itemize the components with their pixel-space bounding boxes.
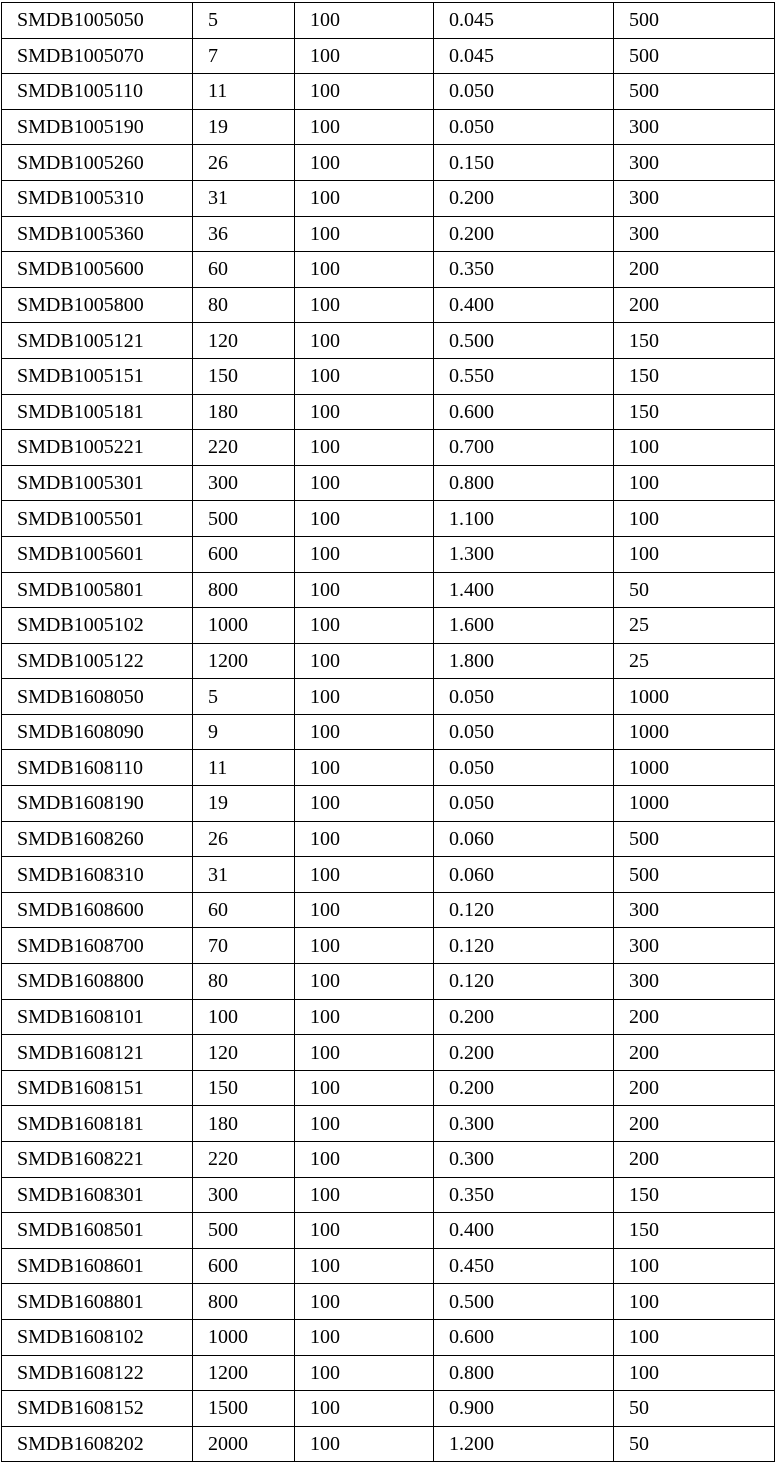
part-number-cell: SMDB1005310	[2, 180, 193, 216]
pack-cell: 100	[614, 1248, 775, 1284]
pack-cell: 150	[614, 1213, 775, 1249]
table-row	[2, 964, 775, 1000]
pack-cell: 200	[614, 999, 775, 1035]
pack-cell: 100	[614, 1319, 775, 1355]
value-cell: 11	[193, 74, 295, 110]
value-cell: 500	[193, 1213, 295, 1249]
part-number-cell: SMDB1005151	[2, 358, 193, 394]
quantity-cell: 100	[295, 1355, 434, 1391]
rating-cell: 1.200	[434, 1426, 614, 1462]
value-cell: 7	[193, 38, 295, 74]
table-row	[2, 857, 775, 893]
part-number-cell: SMDB1608800	[2, 964, 193, 1000]
pack-cell: 100	[614, 465, 775, 501]
value-cell: 180	[193, 394, 295, 430]
pack-cell: 50	[614, 1391, 775, 1427]
rating-cell: 0.050	[434, 786, 614, 822]
pack-cell: 200	[614, 1070, 775, 1106]
quantity-cell: 100	[295, 786, 434, 822]
rating-cell: 0.050	[434, 714, 614, 750]
value-cell: 70	[193, 928, 295, 964]
table-row	[2, 1284, 775, 1320]
rating-cell: 0.050	[434, 750, 614, 786]
pack-cell: 150	[614, 1177, 775, 1213]
rating-cell: 0.045	[434, 38, 614, 74]
quantity-cell: 100	[295, 821, 434, 857]
quantity-cell: 100	[295, 145, 434, 181]
part-number-cell: SMDB1005110	[2, 74, 193, 110]
table-row	[2, 572, 775, 608]
pack-cell: 300	[614, 180, 775, 216]
value-cell: 31	[193, 857, 295, 893]
table-row	[2, 38, 775, 74]
pack-cell: 100	[614, 1284, 775, 1320]
pack-cell: 25	[614, 608, 775, 644]
pack-cell: 500	[614, 3, 775, 39]
value-cell: 31	[193, 180, 295, 216]
value-cell: 2000	[193, 1426, 295, 1462]
pack-cell: 200	[614, 1142, 775, 1178]
quantity-cell: 100	[295, 216, 434, 252]
quantity-cell: 100	[295, 287, 434, 323]
part-number-cell: SMDB1005070	[2, 38, 193, 74]
part-number-cell: SMDB1005301	[2, 465, 193, 501]
rating-cell: 0.800	[434, 1355, 614, 1391]
value-cell: 26	[193, 145, 295, 181]
quantity-cell: 100	[295, 572, 434, 608]
value-cell: 120	[193, 323, 295, 359]
pack-cell: 1000	[614, 750, 775, 786]
part-number-cell: SMDB1005121	[2, 323, 193, 359]
pack-cell: 150	[614, 323, 775, 359]
table-row	[2, 1035, 775, 1071]
table-row	[2, 323, 775, 359]
part-number-cell: SMDB1608102	[2, 1319, 193, 1355]
rating-cell: 0.050	[434, 679, 614, 715]
pack-cell: 200	[614, 287, 775, 323]
table-row	[2, 252, 775, 288]
value-cell: 9	[193, 714, 295, 750]
value-cell: 500	[193, 501, 295, 537]
pack-cell: 1000	[614, 714, 775, 750]
rating-cell: 1.400	[434, 572, 614, 608]
part-number-cell: SMDB1005600	[2, 252, 193, 288]
rating-cell: 0.200	[434, 999, 614, 1035]
pack-cell: 100	[614, 430, 775, 466]
rating-cell: 0.800	[434, 465, 614, 501]
table-row	[2, 928, 775, 964]
part-number-cell: SMDB1608700	[2, 928, 193, 964]
value-cell: 800	[193, 572, 295, 608]
table-row	[2, 1213, 775, 1249]
quantity-cell: 100	[295, 1426, 434, 1462]
value-cell: 600	[193, 1248, 295, 1284]
pack-cell: 300	[614, 216, 775, 252]
table-row	[2, 109, 775, 145]
rating-cell: 0.200	[434, 216, 614, 252]
pack-cell: 1000	[614, 786, 775, 822]
quantity-cell: 100	[295, 1319, 434, 1355]
part-number-cell: SMDB1608310	[2, 857, 193, 893]
quantity-cell: 100	[295, 465, 434, 501]
rating-cell: 1.600	[434, 608, 614, 644]
spec-table	[1, 2, 775, 1462]
value-cell: 26	[193, 821, 295, 857]
table-row	[2, 643, 775, 679]
value-cell: 150	[193, 1070, 295, 1106]
table-row	[2, 145, 775, 181]
quantity-cell: 100	[295, 180, 434, 216]
value-cell: 80	[193, 287, 295, 323]
value-cell: 80	[193, 964, 295, 1000]
part-number-cell: SMDB1608101	[2, 999, 193, 1035]
quantity-cell: 100	[295, 1142, 434, 1178]
value-cell: 60	[193, 892, 295, 928]
rating-cell: 0.120	[434, 928, 614, 964]
quantity-cell: 100	[295, 430, 434, 466]
part-number-cell: SMDB1608601	[2, 1248, 193, 1284]
pack-cell: 200	[614, 1035, 775, 1071]
pack-cell: 100	[614, 501, 775, 537]
value-cell: 1000	[193, 1319, 295, 1355]
pack-cell: 300	[614, 892, 775, 928]
part-number-cell: SMDB1608090	[2, 714, 193, 750]
rating-cell: 0.700	[434, 430, 614, 466]
table-row	[2, 892, 775, 928]
part-number-cell: SMDB1608260	[2, 821, 193, 857]
part-number-cell: SMDB1005050	[2, 3, 193, 39]
rating-cell: 0.400	[434, 1213, 614, 1249]
part-number-cell: SMDB1005260	[2, 145, 193, 181]
rating-cell: 0.060	[434, 857, 614, 893]
table-row	[2, 358, 775, 394]
rating-cell: 0.350	[434, 1177, 614, 1213]
part-number-cell: SMDB1005190	[2, 109, 193, 145]
rating-cell: 1.800	[434, 643, 614, 679]
pack-cell: 500	[614, 821, 775, 857]
part-number-cell: SMDB1608202	[2, 1426, 193, 1462]
rating-cell: 1.300	[434, 536, 614, 572]
quantity-cell: 100	[295, 323, 434, 359]
quantity-cell: 100	[295, 1106, 434, 1142]
part-number-cell: SMDB1005501	[2, 501, 193, 537]
table-row	[2, 714, 775, 750]
pack-cell: 50	[614, 1426, 775, 1462]
pack-cell: 150	[614, 394, 775, 430]
quantity-cell: 100	[295, 964, 434, 1000]
table-row	[2, 750, 775, 786]
quantity-cell: 100	[295, 608, 434, 644]
value-cell: 300	[193, 465, 295, 501]
table-row	[2, 1142, 775, 1178]
value-cell: 60	[193, 252, 295, 288]
value-cell: 300	[193, 1177, 295, 1213]
value-cell: 1200	[193, 1355, 295, 1391]
value-cell: 100	[193, 999, 295, 1035]
quantity-cell: 100	[295, 1177, 434, 1213]
quantity-cell: 100	[295, 1248, 434, 1284]
quantity-cell: 100	[295, 1284, 434, 1320]
value-cell: 800	[193, 1284, 295, 1320]
part-number-cell: SMDB1608121	[2, 1035, 193, 1071]
value-cell: 180	[193, 1106, 295, 1142]
rating-cell: 0.120	[434, 892, 614, 928]
value-cell: 5	[193, 679, 295, 715]
part-number-cell: SMDB1608151	[2, 1070, 193, 1106]
quantity-cell: 100	[295, 928, 434, 964]
quantity-cell: 100	[295, 1213, 434, 1249]
table-row	[2, 536, 775, 572]
rating-cell: 0.300	[434, 1106, 614, 1142]
part-number-cell: SMDB1608501	[2, 1213, 193, 1249]
table-row	[2, 180, 775, 216]
table-row	[2, 608, 775, 644]
quantity-cell: 100	[295, 109, 434, 145]
part-number-cell: SMDB1608301	[2, 1177, 193, 1213]
quantity-cell: 100	[295, 1070, 434, 1106]
part-number-cell: SMDB1608110	[2, 750, 193, 786]
part-number-cell: SMDB1608152	[2, 1391, 193, 1427]
table-body	[2, 3, 775, 1462]
rating-cell: 0.500	[434, 323, 614, 359]
quantity-cell: 100	[295, 1391, 434, 1427]
part-number-cell: SMDB1608801	[2, 1284, 193, 1320]
table-row	[2, 465, 775, 501]
rating-cell: 0.600	[434, 394, 614, 430]
table-row	[2, 821, 775, 857]
rating-cell: 0.400	[434, 287, 614, 323]
pack-cell: 300	[614, 145, 775, 181]
pack-cell: 500	[614, 857, 775, 893]
value-cell: 220	[193, 1142, 295, 1178]
part-number-cell: SMDB1005601	[2, 536, 193, 572]
pack-cell: 500	[614, 38, 775, 74]
table-row	[2, 3, 775, 39]
pack-cell: 200	[614, 252, 775, 288]
part-number-cell: SMDB1005801	[2, 572, 193, 608]
rating-cell: 0.200	[434, 180, 614, 216]
rating-cell: 0.500	[434, 1284, 614, 1320]
part-number-cell: SMDB1608190	[2, 786, 193, 822]
rating-cell: 0.150	[434, 145, 614, 181]
part-number-cell: SMDB1005360	[2, 216, 193, 252]
quantity-cell: 100	[295, 1035, 434, 1071]
value-cell: 5	[193, 3, 295, 39]
part-number-cell: SMDB1608181	[2, 1106, 193, 1142]
pack-cell: 300	[614, 928, 775, 964]
part-number-cell: SMDB1005800	[2, 287, 193, 323]
quantity-cell: 100	[295, 38, 434, 74]
table-row	[2, 394, 775, 430]
table-row	[2, 1319, 775, 1355]
part-number-cell: SMDB1005122	[2, 643, 193, 679]
quantity-cell: 100	[295, 892, 434, 928]
part-number-cell: SMDB1005102	[2, 608, 193, 644]
table-row	[2, 1248, 775, 1284]
pack-cell: 300	[614, 109, 775, 145]
quantity-cell: 100	[295, 714, 434, 750]
part-number-cell: SMDB1608122	[2, 1355, 193, 1391]
table-row	[2, 1106, 775, 1142]
quantity-cell: 100	[295, 252, 434, 288]
quantity-cell: 100	[295, 74, 434, 110]
quantity-cell: 100	[295, 679, 434, 715]
table-row	[2, 1355, 775, 1391]
rating-cell: 0.200	[434, 1070, 614, 1106]
quantity-cell: 100	[295, 857, 434, 893]
value-cell: 600	[193, 536, 295, 572]
part-number-cell: SMDB1608600	[2, 892, 193, 928]
pack-cell: 200	[614, 1106, 775, 1142]
quantity-cell: 100	[295, 358, 434, 394]
value-cell: 1500	[193, 1391, 295, 1427]
rating-cell: 0.300	[434, 1142, 614, 1178]
quantity-cell: 100	[295, 394, 434, 430]
table-row	[2, 679, 775, 715]
rating-cell: 0.050	[434, 74, 614, 110]
rating-cell: 0.350	[434, 252, 614, 288]
rating-cell: 1.100	[434, 501, 614, 537]
quantity-cell: 100	[295, 999, 434, 1035]
value-cell: 120	[193, 1035, 295, 1071]
rating-cell: 0.045	[434, 3, 614, 39]
part-number-cell: SMDB1608050	[2, 679, 193, 715]
table-row	[2, 999, 775, 1035]
quantity-cell: 100	[295, 643, 434, 679]
pack-cell: 1000	[614, 679, 775, 715]
table-row	[2, 287, 775, 323]
value-cell: 150	[193, 358, 295, 394]
table-row	[2, 1426, 775, 1462]
pack-cell: 300	[614, 964, 775, 1000]
value-cell: 11	[193, 750, 295, 786]
value-cell: 1000	[193, 608, 295, 644]
quantity-cell: 100	[295, 750, 434, 786]
rating-cell: 0.060	[434, 821, 614, 857]
rating-cell: 0.200	[434, 1035, 614, 1071]
pack-cell: 100	[614, 536, 775, 572]
pack-cell: 25	[614, 643, 775, 679]
table-row	[2, 216, 775, 252]
table-row	[2, 74, 775, 110]
value-cell: 19	[193, 786, 295, 822]
rating-cell: 0.050	[434, 109, 614, 145]
quantity-cell: 100	[295, 3, 434, 39]
table-row	[2, 501, 775, 537]
value-cell: 1200	[193, 643, 295, 679]
value-cell: 220	[193, 430, 295, 466]
table-row	[2, 1391, 775, 1427]
pack-cell: 50	[614, 572, 775, 608]
value-cell: 36	[193, 216, 295, 252]
table-row	[2, 1177, 775, 1213]
rating-cell: 0.120	[434, 964, 614, 1000]
quantity-cell: 100	[295, 536, 434, 572]
part-number-cell: SMDB1608221	[2, 1142, 193, 1178]
part-number-cell: SMDB1005181	[2, 394, 193, 430]
rating-cell: 0.550	[434, 358, 614, 394]
part-number-cell: SMDB1005221	[2, 430, 193, 466]
quantity-cell: 100	[295, 501, 434, 537]
table-row	[2, 430, 775, 466]
pack-cell: 100	[614, 1355, 775, 1391]
table-row	[2, 1070, 775, 1106]
value-cell: 19	[193, 109, 295, 145]
rating-cell: 0.900	[434, 1391, 614, 1427]
pack-cell: 500	[614, 74, 775, 110]
rating-cell: 0.450	[434, 1248, 614, 1284]
pack-cell: 150	[614, 358, 775, 394]
table-row	[2, 786, 775, 822]
rating-cell: 0.600	[434, 1319, 614, 1355]
